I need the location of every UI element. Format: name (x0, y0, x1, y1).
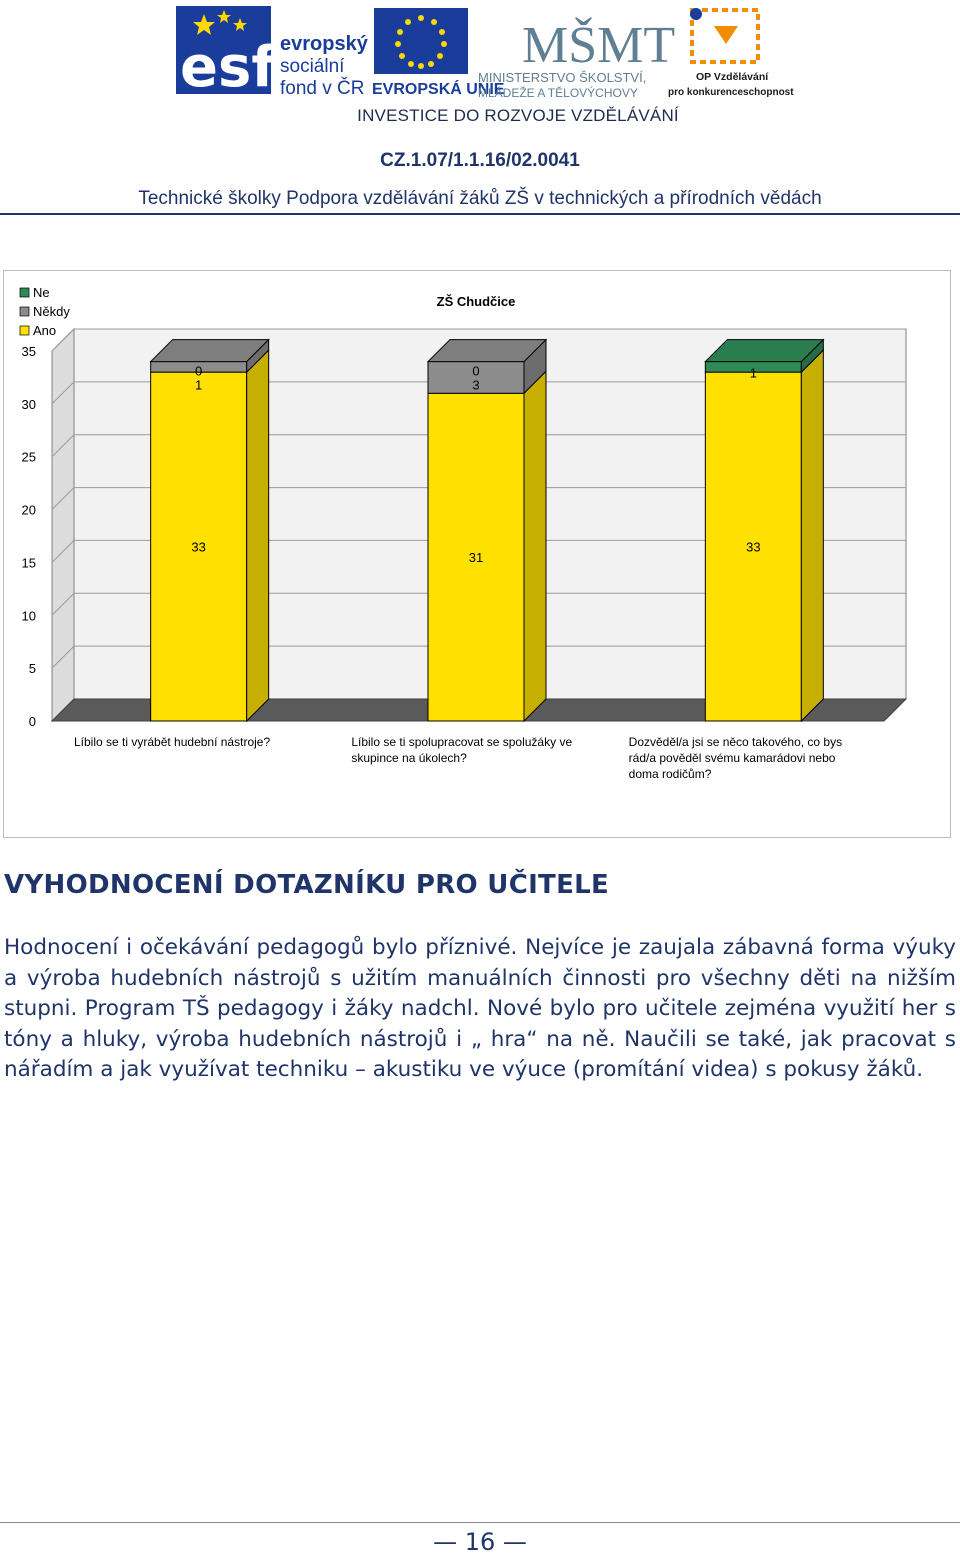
esf-line2: sociální (280, 56, 345, 77)
chart-title: ZŠ Chudčice (436, 294, 516, 309)
header-divider (0, 213, 960, 215)
data-label-ne: 1 (749, 365, 757, 381)
legend-swatch-1 (20, 288, 29, 297)
legend-label: Ne (33, 285, 50, 300)
chart-side-wall (52, 329, 74, 721)
footer-divider (0, 1522, 960, 1523)
data-label-ano: 33 (746, 539, 761, 555)
msmt-logo (476, 6, 676, 100)
legend-swatch-2 (20, 307, 29, 316)
investice-slogan: INVESTICE DO ROZVOJE VZDĚLÁVÁNÍ (357, 106, 679, 125)
data-label-ne: 0 (195, 363, 203, 379)
data-label-nekdy: 1 (195, 377, 203, 393)
bar-ano-side (247, 350, 269, 721)
category-label: skupince na úkolech? (351, 751, 467, 765)
y-tick-label: 35 (21, 344, 36, 359)
msmt-line2: MLÁDEŽE A TĚLOVÝCHOVY (478, 86, 638, 100)
legend-label: Ano (33, 323, 57, 338)
y-tick-label: 10 (21, 608, 36, 624)
esf-eu-label: EVROPSKÁ UNIE (372, 81, 505, 98)
category-label: Dozvěděl/a jsi se něco takového, co bys (628, 735, 843, 749)
bar-ano-side (801, 350, 823, 721)
category-label: Líbilo se ti vyrábět hudební nástroje? (74, 735, 271, 749)
y-tick-label: 5 (28, 661, 36, 677)
bar-ano-side (524, 371, 546, 721)
opvk-logo (666, 6, 794, 100)
data-label-ano: 31 (468, 550, 484, 566)
data-label-ne: 0 (472, 363, 480, 379)
body-paragraph: Hodnocení i očekávání pedagogů bylo příznivé. Nejvíce je zaujala zábavná forma výuky a výroba hudebních nástrojů s užitím manuálních činnosti pro všechny děti na nižším stupni. Program TŠ pedagogy i žáky nadchl. Nové bylo pro učitele zejména využití her s tóny a hluky, výroba hudebních nástrojů i „ hra“ na ně. Naučili se také, jak pracovat s nářadím a jak využívat techniku – akustiku ve výuce (promítání videa) s pokusy žáků. (4, 935, 956, 1083)
y-tick-label: 25 (21, 449, 36, 465)
opvk-line2: pro konkurenceschopnost (668, 87, 794, 98)
document-header (0, 0, 960, 214)
esf-line3: fond v ČR (280, 78, 365, 99)
y-tick-label: 0 (28, 714, 36, 729)
legend-swatch-3 (20, 326, 29, 335)
data-label-nekdy: 3 (472, 377, 480, 393)
section-title: VYHODNOCENÍ DOTAZNÍKU PRO UČITELE (4, 870, 610, 900)
data-label-ano: 33 (191, 539, 206, 555)
category-label: Líbilo se ti spolupracovat se spolužáky ve (351, 735, 573, 749)
stacked-bar-chart (4, 271, 950, 837)
esf-line1: evropský (280, 33, 368, 55)
project-name: Technické školky Podpora vzdělávání žáků ZŠ v technických a přírodních vědách (138, 188, 822, 209)
esf-logo (176, 6, 505, 100)
category-label: doma rodičům? (628, 767, 712, 781)
y-tick-label: 20 (21, 502, 36, 518)
category-label: rád/a pověděl svému kamarádovi nebo (628, 751, 836, 765)
project-code: CZ.1.07/1.1.16/02.0041 (380, 150, 580, 171)
y-tick-label: 30 (21, 396, 36, 412)
msmt-line1: MINISTERSTVO ŠKOLSTVÍ, (478, 70, 647, 85)
legend-label: Někdy (33, 304, 70, 319)
msmt-mark: MŠMT (522, 17, 676, 74)
y-tick-label: 15 (21, 555, 36, 571)
opvk-line1: OP Vzdělávání (696, 71, 769, 83)
page-number: — 16 — (433, 1528, 527, 1556)
svg-text:esf: esf (180, 35, 276, 100)
chart-frame (3, 270, 951, 838)
